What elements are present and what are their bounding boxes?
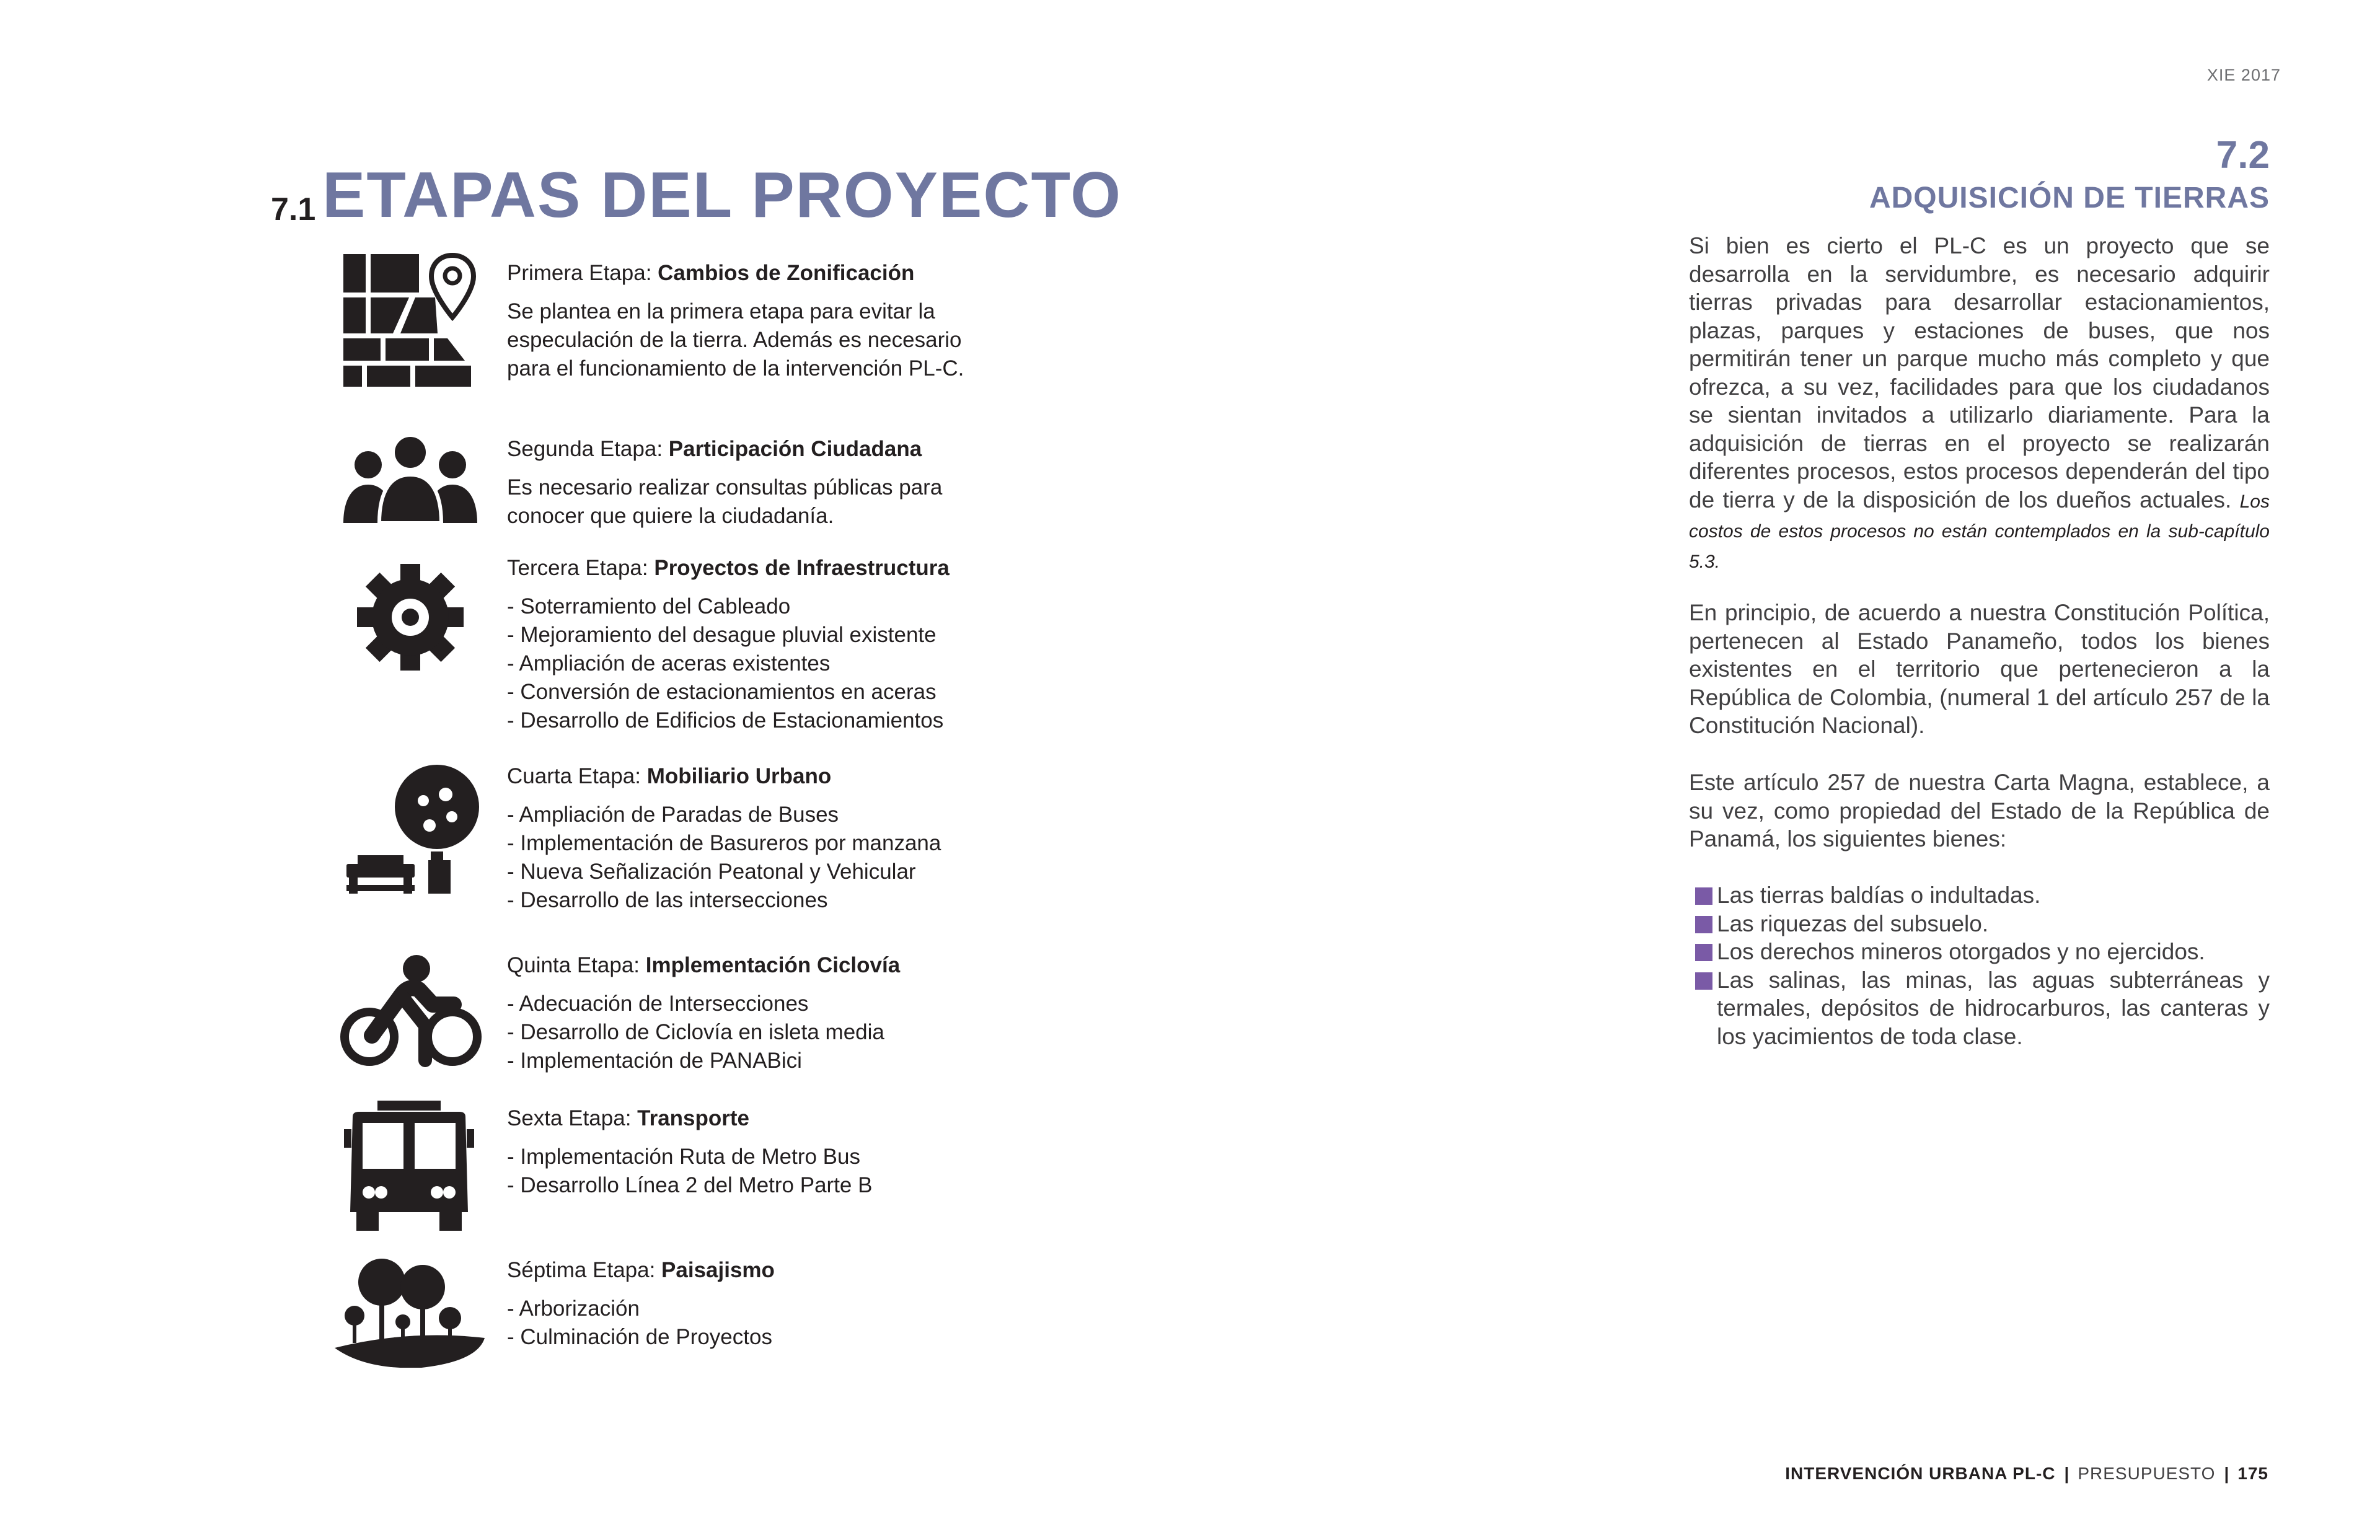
stage-label: Quinta Etapa:	[507, 953, 646, 977]
section-title-right: ADQUISICIÓN DE TIERRAS	[1869, 182, 2270, 214]
bullet-square-icon	[1695, 887, 1712, 905]
paragraph-2: En principio, de acuerdo a nuestra Constitución Política, pertenecen al Estado Panameño, todos los bienes existentes en el territorio que pertenecieron a la República de Colombia, (numeral 1 del artículo 257 de la Constitución Nacional).	[1689, 600, 2270, 738]
list-item	[1689, 910, 2270, 938]
list-item: - Mejoramiento del desague pluvial existente	[507, 623, 937, 647]
cyclist-icon	[340, 951, 482, 1075]
gear-icon	[355, 561, 466, 673]
list-item: - Adecuación de Intersecciones	[507, 992, 809, 1016]
list-item: - Desarrollo de Edificios de Estacionamientos	[507, 708, 944, 733]
stage-title: Implementación Ciclovía	[645, 953, 901, 977]
section-number-left: 7.1	[271, 191, 316, 227]
list-item	[1689, 881, 2270, 910]
list-item	[1689, 966, 2270, 1051]
paragraph-3: Este artículo 257 de nuestra Carta Magna, establece, a su vez, como propiedad del Estado de la República de Panamá, los siguientes bienes:	[1689, 770, 2270, 851]
section-number-right: 7.2	[2216, 134, 2270, 177]
stage-title: Proyectos de Infraestructura	[654, 556, 950, 580]
paragraph-1	[1689, 232, 2270, 576]
footer-project: INTERVENCIÓN URBANA PL-C	[1785, 1464, 2056, 1483]
list-item: - Implementación de PANABici	[507, 1049, 802, 1073]
section-title-left: ETAPAS DEL PROYECTO	[322, 159, 1122, 231]
footer-separator: |	[2224, 1464, 2229, 1483]
list-item: - Ampliación de Paradas de Buses	[507, 803, 839, 827]
bullet-text: Los derechos mineros otorgados y no ejercidos.	[1717, 939, 2205, 964]
bullet-text: Las riquezas del subsuelo.	[1717, 910, 1989, 936]
stage-title: Participación Ciudadana	[668, 437, 922, 461]
bus-icon	[344, 1098, 474, 1234]
list-item: - Nueva Señalización Peatonal y Vehicular	[507, 860, 916, 884]
stage-title: Cambios de Zonificación	[658, 261, 915, 285]
trees-landscape-icon	[328, 1256, 490, 1368]
stage-label: Sexta Etapa:	[507, 1106, 638, 1130]
stage-label: Séptima Etapa:	[507, 1258, 662, 1282]
stage-title: Paisajismo	[661, 1258, 775, 1282]
header-tag: XIE 2017	[2206, 66, 2281, 84]
list-item	[1689, 938, 2270, 966]
stage-body: Se plantea en la primera etapa para evitar la especulación de la tierra. Además es necesario para el funcionamiento de la intervención PL-C.	[507, 299, 964, 381]
list-item: - Culminación de Proyectos	[507, 1325, 772, 1349]
bullet-text: Las salinas, las minas, las aguas subterráneas y termales, depósitos de hidrocarburos, las canteras y los yacimientos de toda clase.	[1717, 967, 2270, 1049]
stage-label: Primera Etapa:	[507, 261, 658, 285]
stage-body: Es necesario realizar consultas públicas para conocer que quiere la ciudadanía.	[507, 475, 943, 528]
bullet-list	[1689, 881, 2270, 1050]
stage-title: Mobiliario Urbano	[646, 764, 832, 788]
stage-title: Transporte	[637, 1106, 750, 1130]
list-item: - Implementación Ruta de Metro Bus	[507, 1145, 860, 1169]
list-item: - Ampliación de aceras existentes	[507, 651, 831, 675]
tree-bench-icon	[343, 765, 485, 901]
paragraph-1-text: Si bien es cierto el PL-C es un proyecto que se desarrolla en la servidumbre, es necesario adquirir tierras privadas para desarrollar estacionamientos, plazas, parques y estaciones de buses, que nos permitirán tener un parque mucho más completo y que ofrezca, a su vez, facilidades para que los ciudadanos se sientan invitados a utilizarlo diariamente. Para la adquisición de tierras en el proyecto se realizarán diferentes procesos, estos procesos dependerán del tipo de tierra y de la disposición de los dueños actuales.	[1689, 233, 2270, 513]
footer-separator: |	[2064, 1464, 2069, 1483]
list-item: - Conversión de estacionamientos en aceras	[507, 680, 937, 704]
stage-label: Tercera Etapa:	[507, 556, 654, 580]
footer	[1785, 1464, 2268, 1484]
stage-label: Segunda Etapa:	[507, 437, 669, 461]
footer-chapter: PRESUPUESTO	[2078, 1464, 2216, 1483]
bullet-square-icon	[1695, 972, 1712, 990]
people-group-icon	[341, 430, 480, 529]
list-item: - Desarrollo Línea 2 del Metro Parte B	[507, 1173, 873, 1197]
bullet-text: Las tierras baldías o indultadas.	[1717, 882, 2041, 908]
list-item: - Desarrollo de las intersecciones	[507, 888, 828, 912]
list-item: - Arborización	[507, 1296, 640, 1321]
list-item: - Soterramiento del Cableado	[507, 594, 791, 618]
list-item: - Desarrollo de Ciclovía en isleta media	[507, 1020, 884, 1044]
stage-label: Cuarta Etapa:	[507, 764, 647, 788]
list-item: - Implementación de Basureros por manzana	[507, 831, 941, 855]
bullet-square-icon	[1695, 916, 1712, 933]
map-pin-icon	[341, 249, 480, 392]
paragraph-1-note: Los costos de estos procesos no están contemplados en la sub-capítulo 5.3.	[1689, 491, 2270, 572]
bullet-square-icon	[1695, 944, 1712, 961]
page-number: 175	[2237, 1464, 2268, 1483]
